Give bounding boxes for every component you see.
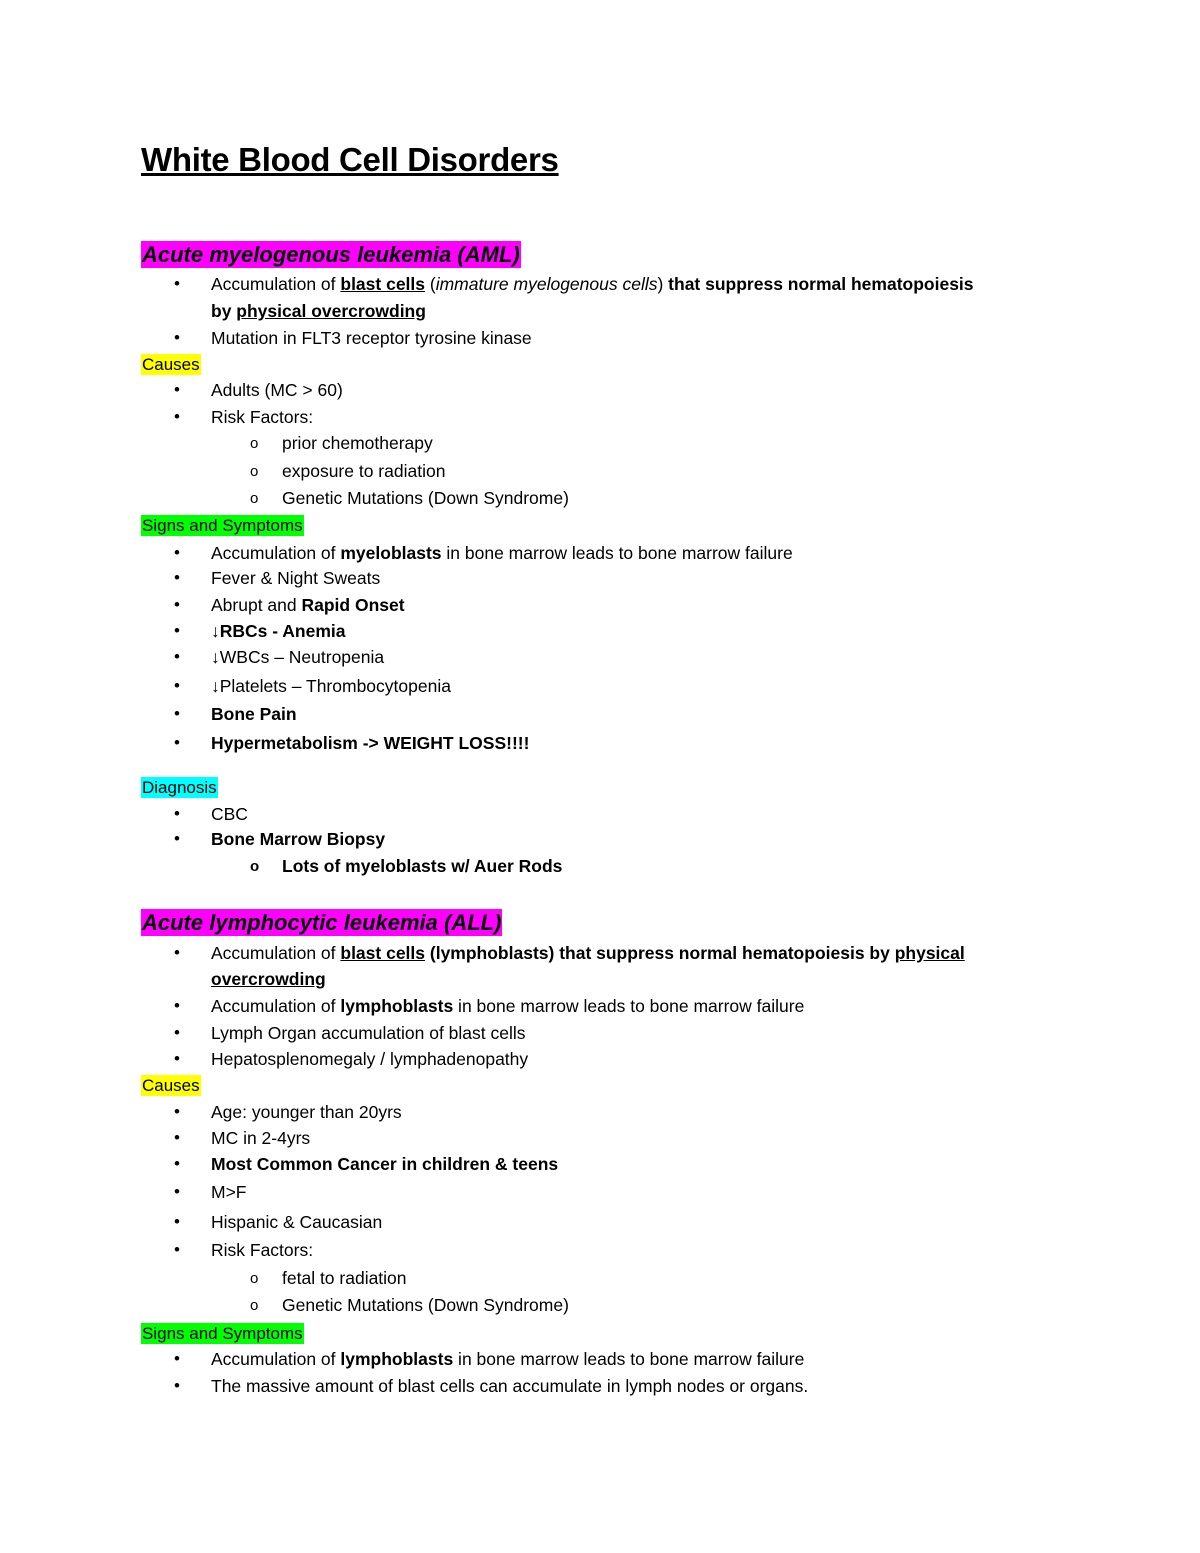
aml-cause-1: Adults (MC > 60) — [211, 380, 343, 400]
all-causes-label: Causes — [142, 1076, 200, 1095]
all-cause-1: Age: younger than 20yrs — [211, 1102, 402, 1122]
bullet: • — [174, 1128, 180, 1147]
bullet: • — [174, 380, 180, 399]
all-sign-2: The massive amount of blast cells can accumulate in lymph nodes or organs. — [211, 1376, 809, 1396]
bullet: • — [174, 647, 180, 666]
aml-cause-2c: Genetic Mutations (Down Syndrome) — [282, 488, 569, 508]
bullet: • — [174, 328, 180, 347]
sub-bullet: o — [250, 435, 259, 452]
aml-sign-4: ↓RBCs - Anemia — [211, 621, 346, 641]
aml-sign-6: ↓Platelets – Thrombocytopenia — [211, 676, 451, 696]
sub-bullet: o — [250, 1297, 259, 1314]
bullet: • — [174, 1023, 180, 1042]
aml-heading: Acute myelogenous leukemia (AML) — [142, 242, 520, 267]
bullet: • — [174, 704, 180, 723]
bullet: • — [174, 621, 180, 640]
all-intro-line-1: Accumulation of blast cells (lymphoblasts) that suppress normal hematopoiesis by physical — [211, 943, 965, 963]
aml-sign-3: Abrupt and Rapid Onset — [211, 595, 405, 615]
all-cause-6a: fetal to radiation — [282, 1268, 407, 1288]
all-intro-line-4: Hepatosplenomegaly / lymphadenopathy — [211, 1049, 529, 1069]
bullet: • — [174, 804, 180, 823]
bullet: • — [174, 568, 180, 587]
bullet: • — [174, 1049, 180, 1068]
bullet: • — [174, 1376, 180, 1395]
bullet: • — [174, 1102, 180, 1121]
aml-diagnosis-2: Bone Marrow Biopsy — [211, 829, 386, 849]
all-cause-4: M>F — [211, 1182, 247, 1202]
aml-intro-line-1-cont: by physical overcrowding — [211, 301, 426, 321]
bullet: • — [174, 829, 180, 848]
all-cause-6: Risk Factors: — [211, 1240, 314, 1260]
bullet: • — [174, 996, 180, 1015]
all-intro-line-3: Lymph Organ accumulation of blast cells — [211, 1023, 526, 1043]
aml-sign-7: Bone Pain — [211, 704, 297, 724]
all-signs-label: Signs and Symptoms — [142, 1324, 303, 1343]
bullet: • — [174, 274, 180, 293]
all-intro-line-1-cont: overcrowding — [211, 969, 326, 989]
aml-diagnosis-label: Diagnosis — [142, 778, 217, 797]
aml-intro-line-1: Accumulation of blast cells (immature myelogenous cells) that suppress normal hematopoiesis — [211, 274, 974, 294]
all-heading: Acute lymphocytic leukemia (ALL) — [142, 910, 502, 935]
all-cause-2: MC in 2-4yrs — [211, 1128, 311, 1148]
all-intro-line-2: Accumulation of lymphoblasts in bone marrow leads to bone marrow failure — [211, 996, 805, 1016]
sub-bullet: o — [250, 463, 259, 480]
all-cause-6b: Genetic Mutations (Down Syndrome) — [282, 1295, 569, 1315]
aml-diagnosis-1: CBC — [211, 804, 248, 824]
aml-diagnosis-2a: Lots of myeloblasts w/ Auer Rods — [282, 856, 563, 876]
aml-signs-label: Signs and Symptoms — [142, 516, 303, 535]
bullet: • — [174, 1212, 180, 1231]
sub-bullet: o — [250, 490, 259, 507]
all-sign-1: Accumulation of lymphoblasts in bone marrow leads to bone marrow failure — [211, 1349, 805, 1369]
aml-cause-2a: prior chemotherapy — [282, 433, 433, 453]
aml-intro-line-2: Mutation in FLT3 receptor tyrosine kinase — [211, 328, 532, 348]
bullet: • — [174, 407, 180, 426]
aml-causes-label: Causes — [142, 355, 200, 374]
bullet: • — [174, 733, 180, 752]
bullet: • — [174, 1182, 180, 1201]
bullet: • — [174, 1349, 180, 1368]
sub-bullet: o — [250, 1270, 259, 1287]
aml-sign-1: Accumulation of myeloblasts in bone marrow leads to bone marrow failure — [211, 543, 793, 563]
aml-cause-2b: exposure to radiation — [282, 461, 446, 481]
sub-bullet: o — [250, 858, 260, 875]
page-title: White Blood Cell Disorders — [141, 141, 559, 178]
aml-sign-8: Hypermetabolism -> WEIGHT LOSS!!!! — [211, 733, 530, 753]
bullet: • — [174, 943, 180, 962]
aml-sign-5: ↓WBCs – Neutropenia — [211, 647, 385, 667]
bullet: • — [174, 1240, 180, 1259]
bullet: • — [174, 1154, 180, 1173]
bullet: • — [174, 676, 180, 695]
aml-sign-2: Fever & Night Sweats — [211, 568, 381, 588]
aml-cause-2: Risk Factors: — [211, 407, 314, 427]
all-cause-5: Hispanic & Caucasian — [211, 1212, 383, 1232]
bullet: • — [174, 595, 180, 614]
bullet: • — [174, 543, 180, 562]
all-cause-3: Most Common Cancer in children & teens — [211, 1154, 559, 1174]
